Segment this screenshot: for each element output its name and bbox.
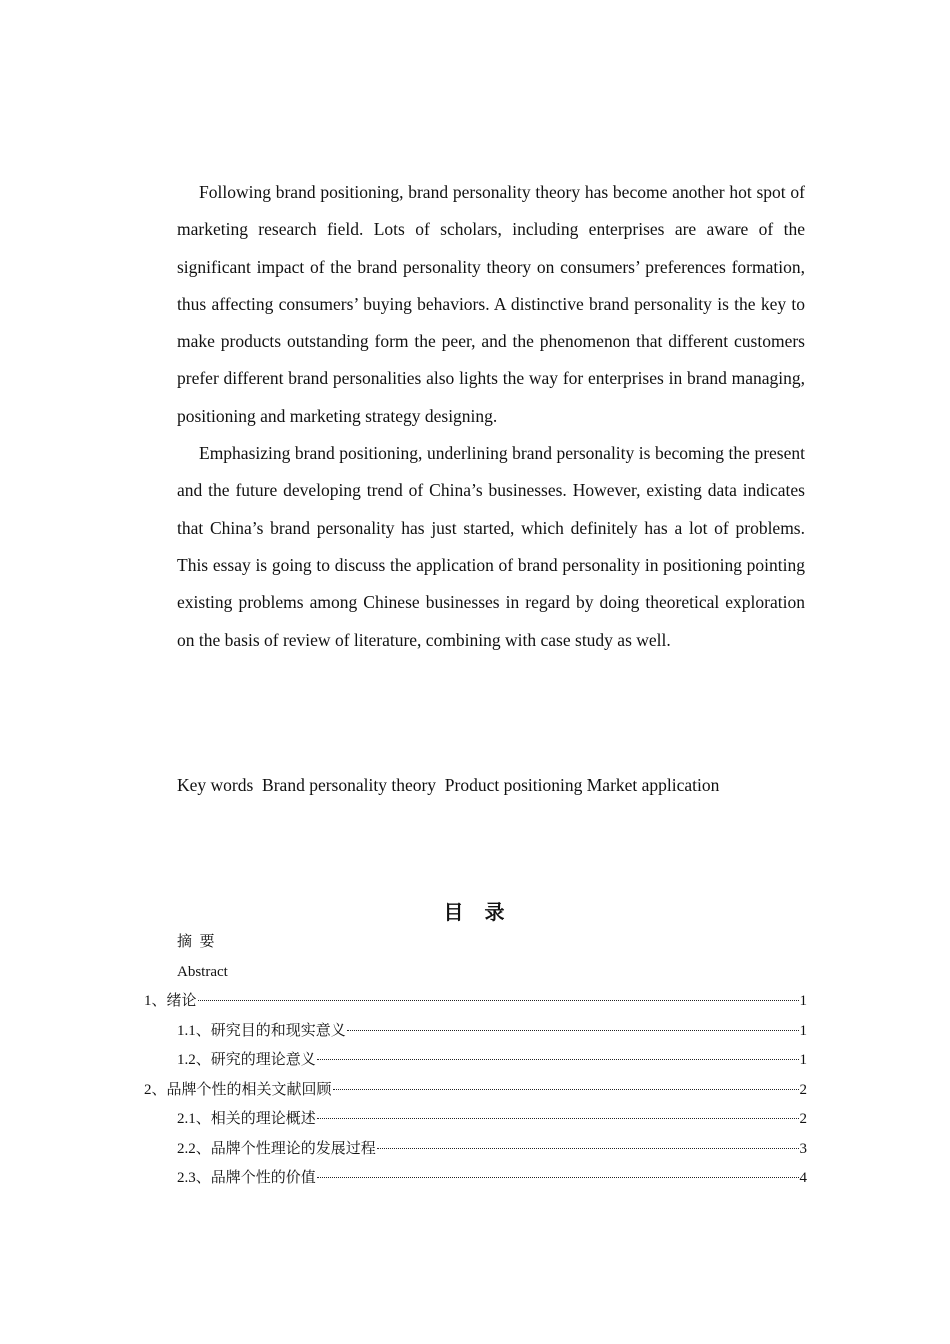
toc-entry[interactable] — [177, 1045, 807, 1075]
abstract-paragraph-1: Following brand positioning, brand personality theory has become another hot spot of marketing research field. Lots of scholars, including enterprises are aware of the significant impact of the brand personality theory on consumers’ preferences formation, thus affecting consumers’ buying behaviors. A distinctive brand personality is the key to make products outstanding form the peer, and the phenomenon that different customers prefer different brand personalities also lights the way for enterprises in brand managing, positioning and marketing strategy designing. — [177, 182, 805, 426]
toc-entry[interactable] — [177, 1134, 807, 1164]
toc-entry[interactable] — [177, 1104, 807, 1134]
toc-entry-label: 2.3、品牌个性的价值 — [177, 1170, 316, 1186]
toc-dot-leader — [347, 1029, 799, 1031]
toc-entry[interactable] — [177, 1163, 807, 1193]
toc-entry-label: 1、绪论 — [144, 993, 197, 1009]
toc-entry[interactable] — [177, 1016, 807, 1046]
toc-dot-leader — [198, 999, 799, 1001]
toc-entry-page: 2 — [799, 1082, 807, 1098]
toc-dot-leader — [317, 1058, 799, 1060]
toc-entry[interactable] — [144, 986, 807, 1016]
toc-front-chinese-abstract[interactable]: 摘 要 — [177, 934, 215, 950]
abstract-section — [177, 174, 805, 659]
toc-entry-page: 4 — [799, 1170, 807, 1186]
toc-entry-page: 1 — [799, 1023, 807, 1039]
toc-dot-leader — [377, 1147, 799, 1149]
toc-front-english-abstract[interactable]: Abstract — [177, 964, 228, 980]
toc-entry-label: 2.2、品牌个性理论的发展过程 — [177, 1141, 376, 1157]
toc-entry-label: 2.1、相关的理论概述 — [177, 1111, 316, 1127]
toc-entry-page: 2 — [799, 1111, 807, 1127]
toc-dot-leader — [317, 1117, 799, 1119]
toc-entry-page: 1 — [799, 993, 807, 1009]
keywords-line: Key words Brand personality theory Product positioning Market application — [177, 775, 720, 795]
abstract-paragraph-2: Emphasizing brand positioning, underlining brand personality is becoming the present and the future developing trend of China’s businesses. However, existing data indicates that China’s brand personality has just started, which definitely has a lot of problems. This essay is going to discuss the application of brand personality in positioning pointing existing problems among Chinese businesses in regard by doing theoretical exploration on the basis of review of literature, combining with case study as well. — [177, 443, 805, 650]
toc-entry-page: 3 — [799, 1141, 807, 1157]
toc-title: 目 录 — [443, 900, 507, 924]
toc-dot-leader — [317, 1176, 799, 1178]
toc-entry-label: 2、品牌个性的相关文献回顾 — [144, 1082, 332, 1098]
toc-entry-label: 1.1、研究目的和现实意义 — [177, 1023, 346, 1039]
toc-entry-page: 1 — [799, 1052, 807, 1068]
toc-entry-label: 1.2、研究的理论意义 — [177, 1052, 316, 1068]
toc-dot-leader — [333, 1088, 799, 1090]
toc-entry[interactable] — [144, 1075, 807, 1105]
